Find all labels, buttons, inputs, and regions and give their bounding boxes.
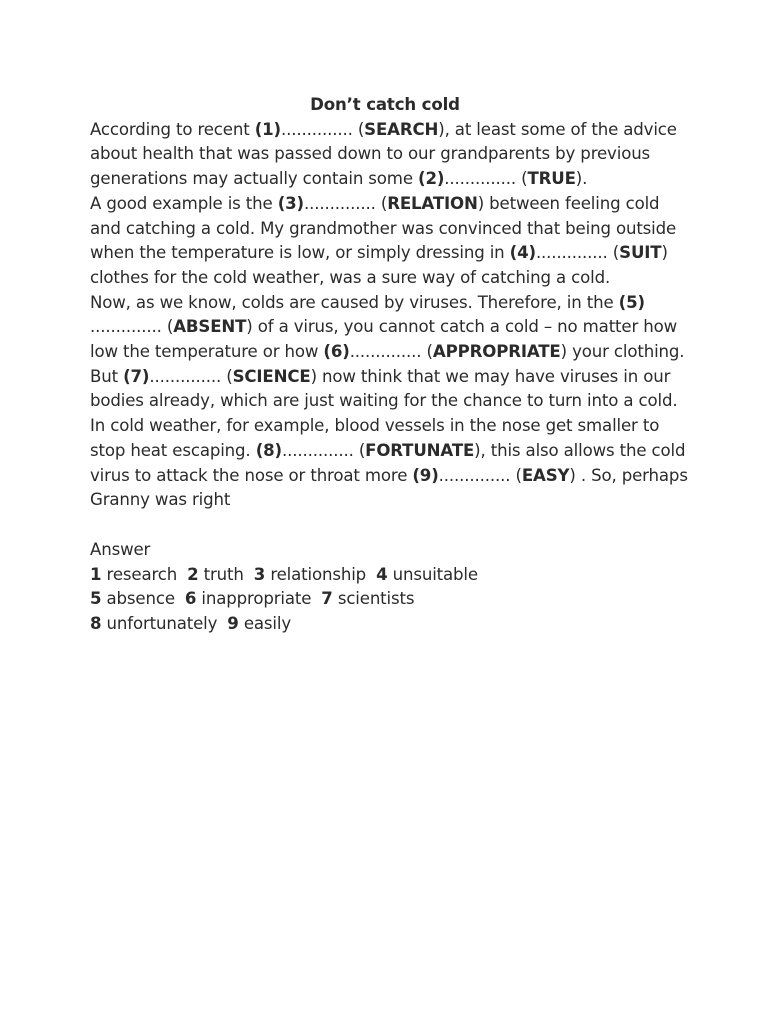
answer-item: 6 inappropriate — [184, 589, 312, 609]
keyword-2: TRUE — [527, 169, 576, 189]
passage-line-4: A good example is the (3).............. (RELATION) between feeling cold — [90, 193, 660, 213]
answer-row-1 — [90, 563, 680, 588]
passage-line-10: low the temperature or how (6).............. (APPROPRIATE) your clothing. — [90, 342, 685, 362]
gap-blank-8: .............. — [281, 440, 354, 460]
keyword-7: SCIENCE — [232, 366, 311, 386]
answer-row-3 — [90, 612, 680, 637]
passage-line-5: and catching a cold. My grandmother was convinced that being outside — [90, 218, 677, 238]
gap-number-1: (1) — [254, 119, 281, 139]
answer-row-2 — [90, 587, 680, 612]
keyword-4: SUIT — [619, 243, 662, 263]
passage-line-16: Granny was right — [90, 490, 231, 510]
answer-heading: Answer — [90, 539, 151, 559]
gap-blank-9: .............. — [438, 465, 511, 485]
gap-blank-6: .............. — [349, 342, 422, 362]
keyword-3: RELATION — [387, 193, 478, 213]
answer-item: 1 research — [90, 564, 178, 584]
gap-number-2: (2) — [418, 169, 445, 189]
keyword-1: SEARCH — [364, 119, 439, 139]
gap-number-8: (8) — [255, 440, 282, 460]
passage-line-1: According to recent (1).............. (SEARCH), at least some of the advice — [90, 119, 677, 139]
keyword-8: FORTUNATE — [365, 440, 475, 460]
passage-line-7: clothes for the cold weather, was a sure way of catching a cold. — [90, 267, 611, 287]
keyword-5: ABSENT — [173, 317, 247, 337]
gap-number-9: (9) — [412, 465, 439, 485]
passage-line-13: In cold weather, for example, blood vessels in the nose get smaller to — [90, 416, 660, 436]
answer-item: 9 easily — [227, 614, 291, 634]
passage-line-11: But (7).............. (SCIENCE) now think that we may have viruses in our — [90, 366, 671, 386]
passage-line-6: when the temperature is low, or simply dressing in (4).............. (SUIT) — [90, 243, 668, 263]
gap-blank-2: .............. — [444, 169, 517, 189]
passage-line-12: bodies already, which are just waiting for the chance to turn into a cold. — [90, 391, 678, 411]
document-title: Don’t catch cold — [310, 95, 460, 114]
gap-number-7: (7) — [123, 366, 150, 386]
answer-item: 2 truth — [187, 564, 244, 584]
answer-item: 7 scientists — [321, 589, 415, 609]
passage-line-15: virus to attack the nose or throat more (9).............. (EASY) . So, perhaps — [90, 465, 688, 485]
gap-number-3: (3) — [277, 193, 304, 213]
gap-blank-4: .............. — [535, 243, 608, 263]
keyword-6: APPROPRIATE — [432, 342, 561, 362]
answer-item: 3 relationship — [253, 564, 367, 584]
document-page — [90, 93, 688, 637]
passage-line-8: Now, as we know, colds are caused by viruses. Therefore, in the (5) — [90, 292, 645, 312]
passage-line-2: about health that was passed down to our grandparents by previous — [90, 144, 651, 164]
gap-number-5: (5) — [618, 292, 645, 312]
passage-line-14: stop heat escaping. (8).............. (FORTUNATE), this also allows the cold — [90, 440, 686, 460]
gap-number-6: (6) — [323, 342, 350, 362]
passage-line-9: .............. (ABSENT) of a virus, you cannot catch a cold – no matter how — [90, 317, 678, 337]
passage — [90, 118, 688, 513]
answer-item: 4 unsuitable — [376, 564, 478, 584]
answer-item: 8 unfortunately — [90, 614, 218, 634]
gap-number-4: (4) — [509, 243, 536, 263]
passage-line-3: generations may actually contain some (2).............. (TRUE). — [90, 169, 588, 189]
gap-blank-3: .............. — [303, 193, 376, 213]
gap-blank-1: .............. — [280, 119, 353, 139]
gap-blank-7: .............. — [149, 366, 222, 386]
answer-item: 5 absence — [90, 589, 175, 609]
answer-key — [90, 538, 680, 637]
gap-blank-5: .............. — [90, 317, 162, 337]
keyword-9: EASY — [521, 465, 570, 485]
